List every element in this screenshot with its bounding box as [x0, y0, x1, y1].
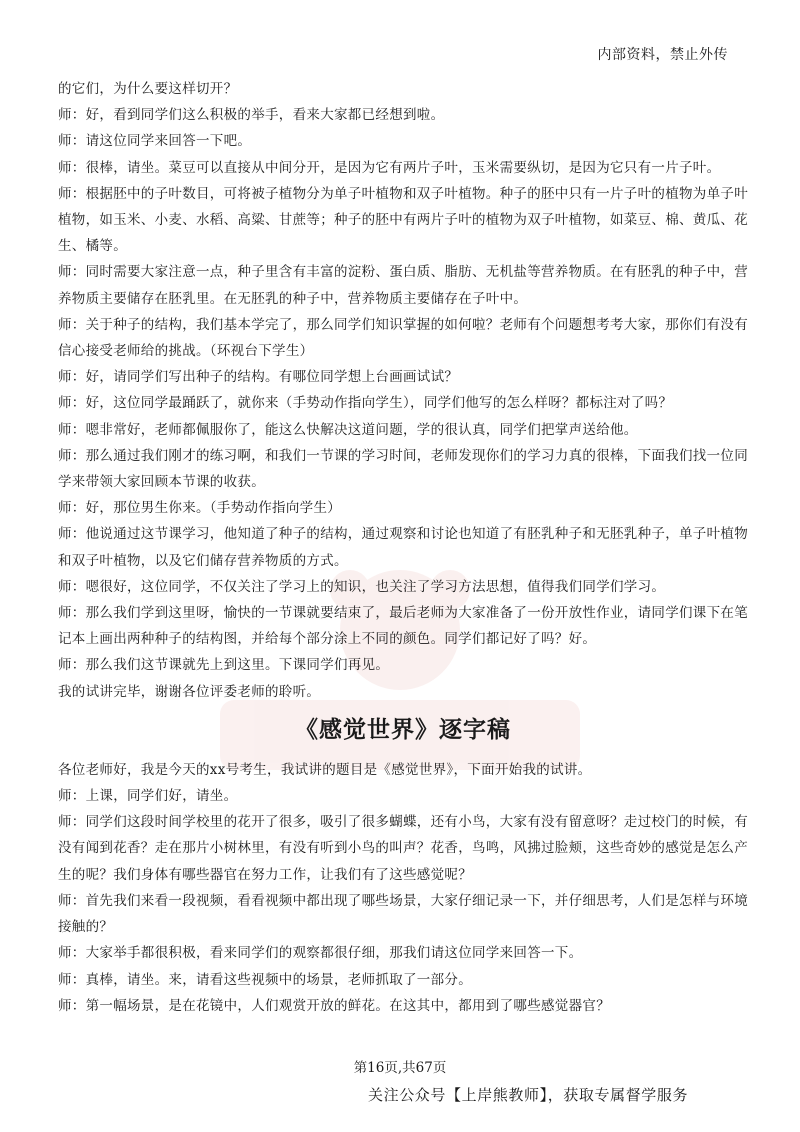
paragraph: 师：那么通过我们刚才的练习啊，和我们一节课的学习时间，老师发现你们的学习力真的很棒，下面我们找一位同学来带领大家回顾本节课的收获。	[58, 447, 748, 491]
header-note: 内部资料，禁止外传	[597, 47, 728, 63]
paragraph: 师：好，这位同学最踊跃了，就你来（手势动作指向学生），同学们他写的怎么样呀？都标注对了吗？	[58, 395, 673, 412]
paragraph: 师：同学们这段时间学校里的花开了很多，吸引了很多蝴蝶，还有小鸟，大家有没有留意呀？走过校门的时候，有没有闻到花香？走在那片小树林里，有没有听到小鸟的叫声？花香，鸟鸣，风拂过脸颊，这些奇妙的感觉是怎么产生的呢？我们身体有哪些器官在努力工作，让我们有了这些感觉呢？	[58, 814, 748, 883]
paragraph: 师：很棒，请坐。菜豆可以直接从中间分开，是因为它有两片子叶，玉米需要纵切，是因为它只有一片子叶。	[58, 159, 721, 176]
paragraph: 师：好，看到同学们这么积极的举手，看来大家都已经想到啦。	[58, 107, 445, 124]
paragraph: 的它们，为什么要这样切开？	[58, 81, 238, 97]
paragraph: 师：大家举手都很积极，看来同学们的观察都很仔细，那我们请这位同学来回答一下。	[58, 945, 583, 962]
paragraph: 师：第一幅场景，是在花镜中，人们观赏开放的鲜花。在这其中，都用到了哪些感觉器官？	[58, 997, 610, 1014]
paragraph: 师：他说通过这节课学习，他知道了种子的结构，通过观察和讨论也知道了有胚乳种子和无胚乳种子，单子叶植物和双子叶植物，以及它们储存营养物质的方式。	[58, 526, 748, 569]
paragraph: 师：真棒，请坐。来，请看这些视频中的场景，老师抓取了一部分。	[58, 971, 472, 988]
paragraph: 师：嗯很好，这位同学，不仅关注了学习上的知识，也关注了学习方法思想，值得我们同学们学习。	[58, 578, 666, 595]
paragraph: 师：上课，同学们好，请坐。	[58, 788, 238, 805]
page-number: 第16页,共67页	[353, 1060, 447, 1076]
paragraph: 师：同时需要大家注意一点，种子里含有丰富的淀粉、蛋白质、脂肪、无机盐等营养物质。在有胚乳的种子中，营养物质主要储存在胚乳里。在无胚乳的种子中，营养物质主要储存在子叶中。	[58, 264, 748, 307]
paragraph: 师：请这位同学来回答一下吧。	[58, 133, 252, 150]
paragraph: 我的试讲完毕，谢谢各位评委老师的聆听。	[58, 683, 321, 700]
paragraph: 师：那么我们学到这里呀，愉快的一节课就要结束了，最后老师为大家准备了一份开放性作业，请同学们课下在笔记本上画出两种种子的结构图，并给每个部分涂上不同的颜色。同学们都记好了吗？好。	[58, 605, 748, 648]
paragraph: 师：根据胚中的子叶数目，可将被子植物分为单子叶植物和双子叶植物。种子的胚中只有一片子叶的植物为单子叶植物，如玉米、小麦、水稻、高粱、甘蔗等；种子的胚中有两片子叶的植物为双子叶植物，如菜豆、棉、黄瓜、花生、橘等。	[58, 185, 748, 255]
section-title: 《感觉世界》逐字稿	[295, 716, 511, 743]
document-body	[58, 76, 748, 1019]
footer-note: 关注公众号【上岸熊教师】，获取专属督学服务	[368, 1086, 689, 1104]
paragraph: 师：好，那位男生你来。（手势动作指向学生）	[58, 500, 342, 517]
paragraph: 师：嗯非常好，老师都佩服你了，能这么快解决这道问题，学的很认真，同学们把掌声送给他。	[58, 421, 638, 438]
paragraph: 师：那么我们这节课就先上到这里。下课同学们再见。	[58, 657, 390, 674]
paragraph: 师：关于种子的结构，我们基本学完了，那么同学们知识掌握的如何啦？老师有个问题想考考大家，那你们有没有信心接受老师给的挑战。（环视台下学生）	[58, 316, 748, 360]
paragraph: 各位老师好，我是今天的xx号考生，我试讲的题目是《感觉世界》，下面开始我的试讲。	[58, 761, 592, 778]
paragraph: 师：首先我们来看一段视频，看看视频中都出现了哪些场景，大家仔细记录一下，并仔细思考，人们是怎样与环境接触的？	[58, 892, 748, 936]
paragraph: 师：好，请同学们写出种子的结构。有哪位同学想上台画画试试？	[58, 369, 459, 386]
